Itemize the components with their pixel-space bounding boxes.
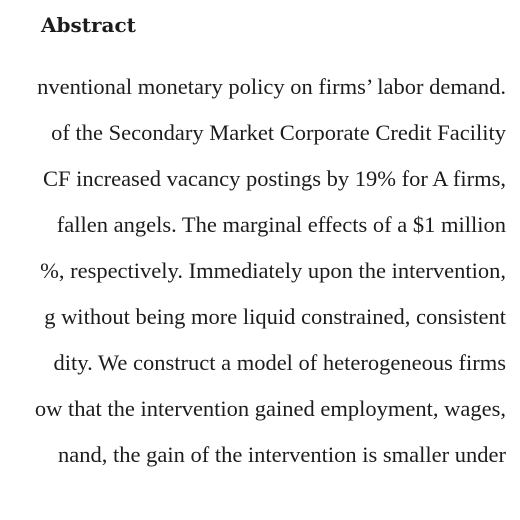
abstract-line: %, respectively. Immediately upon the intervention, (40, 258, 506, 283)
abstract-line: nand, the gain of the intervention is smaller under (57, 442, 506, 467)
abstract-line: ow that the intervention gained employment, wages, (34, 396, 506, 421)
abstract-line: CF increased vacancy postings by 19% for A firms, (42, 166, 506, 191)
abstract-line: of the Secondary Market Corporate Credit Facility (51, 120, 506, 145)
abstract-body (35, 70, 506, 484)
abstract-line: nventional monetary policy on firms’ labor demand. (37, 74, 506, 99)
abstract-line: fallen angels. The marginal effects of a $1 million (56, 212, 506, 237)
abstract-heading: Abstract (41, 13, 136, 37)
abstract-line: dity. We construct a model of heterogeneous firms (53, 350, 506, 375)
abstract-line: g without being more liquid constrained, consistent (44, 304, 506, 329)
